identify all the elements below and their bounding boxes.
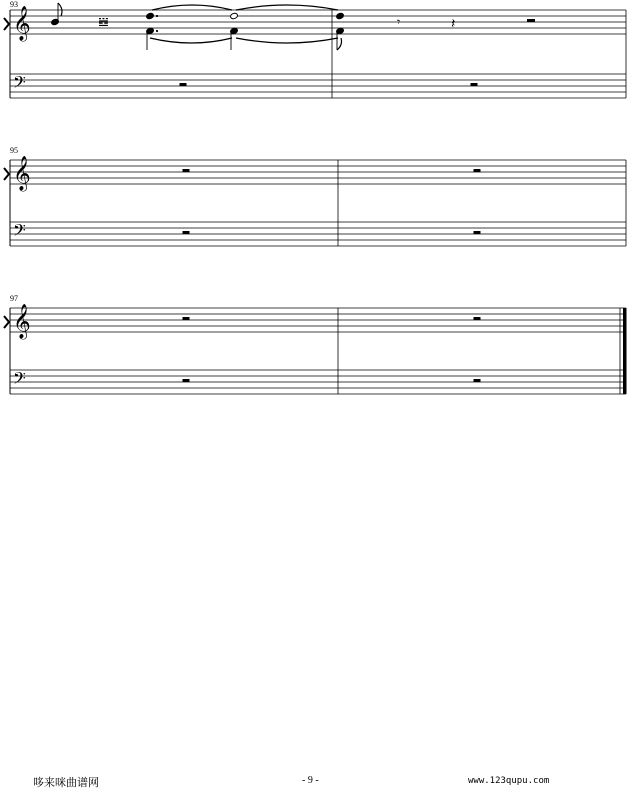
sixteenth-rest: 𝌿 <box>98 15 109 29</box>
system-1 <box>4 156 626 246</box>
bass-clef-icon: 𝄢 <box>13 72 26 96</box>
whole-rest <box>183 169 190 172</box>
brace-mark <box>4 316 9 328</box>
whole-rest <box>183 317 190 320</box>
quarter-rest: 𝄽 <box>451 16 456 32</box>
bass-clef-icon: 𝄢 <box>13 220 26 244</box>
measure-number-93: 93 <box>10 0 18 9</box>
measure-number-95: 95 <box>10 146 18 155</box>
note-flag <box>58 3 62 16</box>
bass-clef-icon: 𝄢 <box>13 368 26 392</box>
tie <box>150 38 232 43</box>
footer-site-name: 哆来咪曲谱网 <box>33 776 99 789</box>
measure-number-97: 97 <box>10 294 18 303</box>
whole-rest <box>474 231 481 234</box>
whole-rest <box>474 379 481 382</box>
whole-rest <box>180 83 187 86</box>
treble-clef-icon: 𝄞 <box>13 156 31 191</box>
note-head <box>230 12 239 19</box>
tie <box>152 5 232 10</box>
tie <box>236 38 338 43</box>
brace-mark <box>4 18 9 30</box>
system-2 <box>4 304 627 394</box>
half-rest <box>527 19 535 22</box>
whole-rest <box>474 317 481 320</box>
note-head <box>336 12 345 19</box>
final-barline-thick <box>623 308 627 394</box>
whole-rest <box>183 231 190 234</box>
footer-page-number: - 9 - <box>302 775 319 786</box>
eighth-rest: 𝄾 <box>397 15 401 29</box>
whole-rest <box>474 169 481 172</box>
note-flag <box>337 38 342 50</box>
augmentation-dot <box>156 30 158 32</box>
treble-clef-icon: 𝄞 <box>13 304 31 339</box>
note-head <box>146 12 155 19</box>
footer-url: www.123qupu.com <box>468 776 550 786</box>
whole-rest <box>471 83 478 86</box>
augmentation-dot <box>156 15 158 17</box>
treble-clef-icon: 𝄞 <box>13 6 31 41</box>
tie <box>236 5 338 10</box>
brace-mark <box>4 168 9 180</box>
whole-rest <box>183 379 190 382</box>
